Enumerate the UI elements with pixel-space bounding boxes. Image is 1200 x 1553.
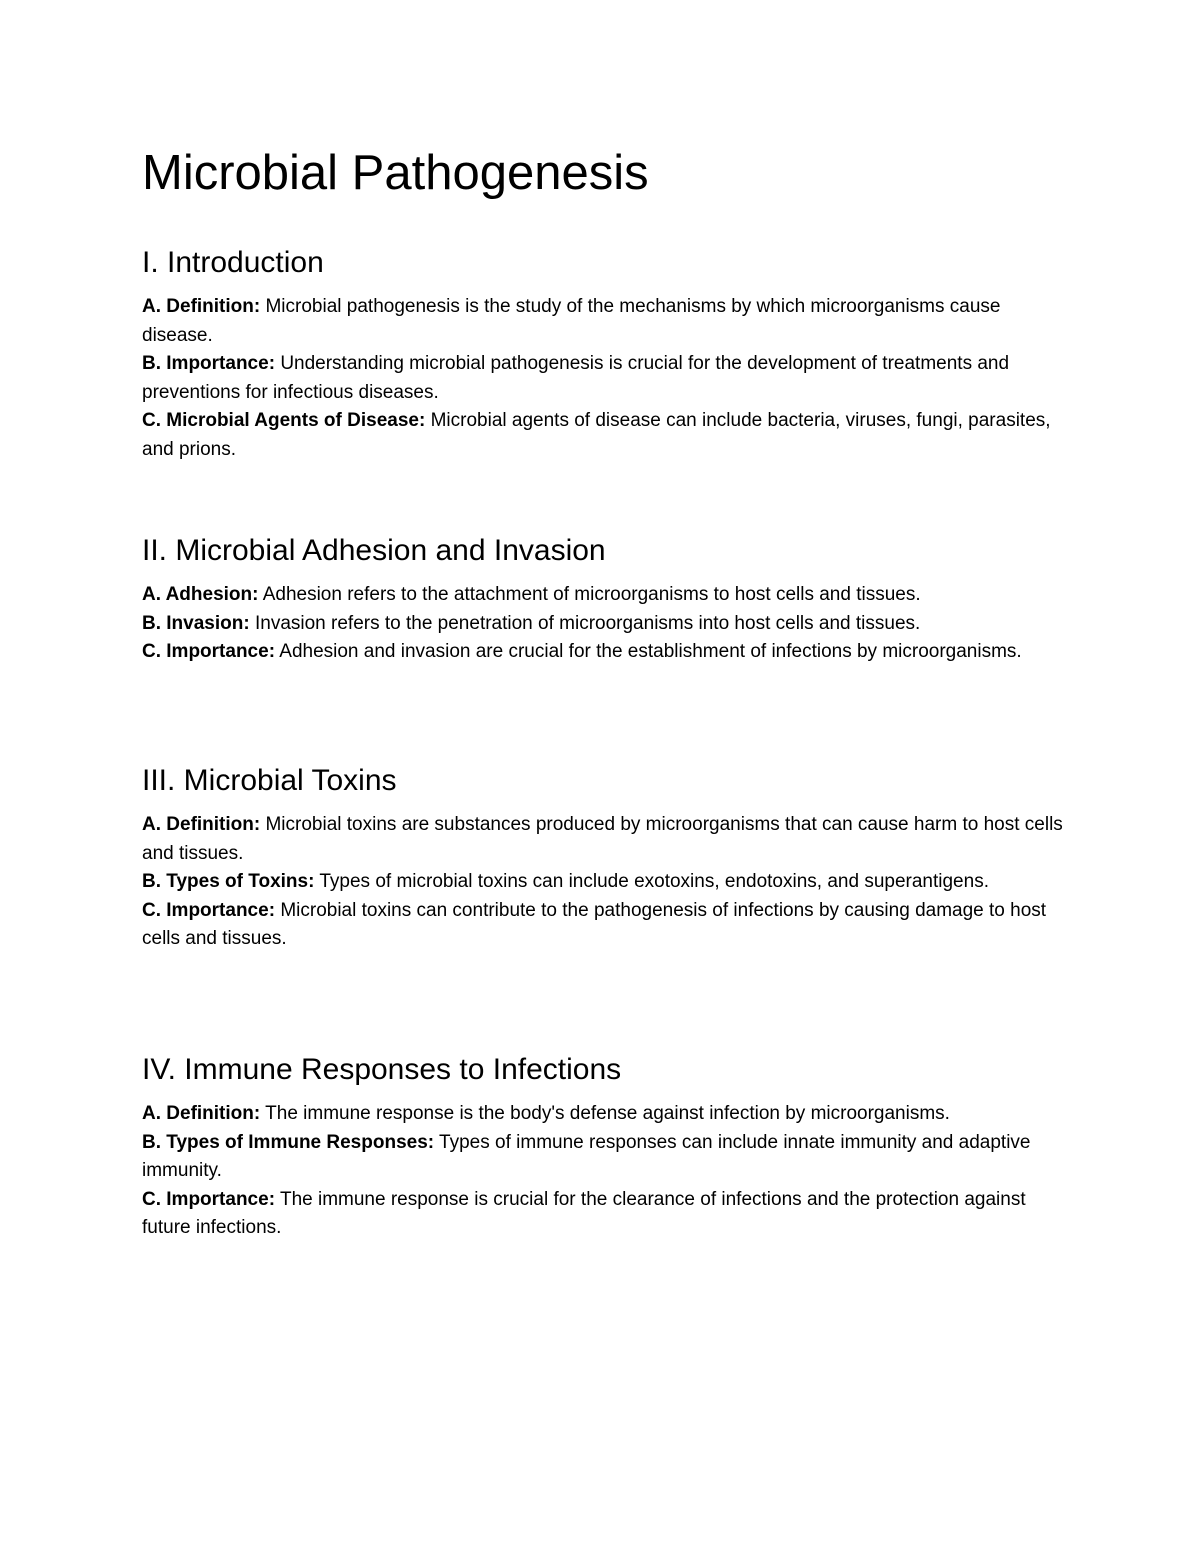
section-introduction	[142, 245, 1072, 465]
item-label: B. Importance:	[142, 353, 276, 375]
section-heading: I. Introduction	[142, 246, 324, 279]
item-label: B. Types of Immune Responses:	[142, 1131, 435, 1153]
list-item	[142, 638, 1072, 667]
section-items	[142, 293, 1072, 465]
item-label: A. Definition:	[142, 814, 261, 835]
list-item	[142, 1100, 1072, 1129]
section-microbial-toxins	[142, 763, 1072, 954]
list-item	[142, 1129, 1072, 1186]
item-text: Adhesion refers to the attachment of microorganisms to host cells and tissues.	[262, 584, 921, 605]
list-item	[142, 868, 1072, 897]
section-heading: IV. Immune Responses to Infections	[142, 1053, 622, 1086]
document-title: Microbial Pathogenesis	[142, 146, 649, 200]
section-items	[142, 581, 1072, 667]
item-text: The immune response is crucial for the clearance of infections and the protection against future infections.	[142, 1188, 1026, 1239]
list-item	[142, 581, 1072, 610]
item-text: Invasion refers to the penetration of microorganisms into host cells and tissues.	[254, 612, 921, 634]
item-label: A. Definition:	[142, 1103, 261, 1124]
list-item	[142, 407, 1072, 464]
section-immune-responses	[142, 1052, 1072, 1243]
section-items	[142, 1100, 1072, 1243]
item-text: Microbial pathogenesis is the study of the mechanisms by which microorganisms cause disease.	[142, 296, 1001, 346]
item-text: Types of immune responses can include innate immunity and adaptive immunity.	[142, 1131, 1031, 1182]
item-label: C. Importance:	[142, 641, 276, 663]
item-label: A. Adhesion:	[142, 584, 259, 605]
list-item	[142, 1186, 1072, 1243]
item-label: B. Invasion:	[142, 612, 250, 634]
item-text: The immune response is the body's defense against infection by microorganisms.	[265, 1103, 950, 1124]
item-label: C. Importance:	[142, 1188, 276, 1210]
item-label: C. Importance:	[142, 899, 276, 921]
section-heading: III. Microbial Toxins	[142, 764, 397, 797]
list-item	[142, 610, 1072, 639]
section-adhesion-invasion	[142, 533, 1072, 667]
item-label: B. Types of Toxins:	[142, 871, 315, 893]
item-text: Understanding microbial pathogenesis is crucial for the development of treatments and preventions for infectious diseases.	[142, 353, 1010, 403]
item-text: Microbial agents of disease can include bacteria, viruses, fungi, parasites, and prions.	[142, 410, 1051, 460]
list-item	[142, 293, 1072, 350]
item-text: Types of microbial toxins can include exotoxins, endotoxins, and superantigens.	[319, 871, 989, 893]
item-text: Adhesion and invasion are crucial for the establishment of infections by microorganisms.	[279, 641, 1022, 663]
list-item	[142, 811, 1072, 868]
item-label: C. Microbial Agents of Disease:	[142, 410, 426, 432]
list-item	[142, 897, 1072, 954]
section-heading: II. Microbial Adhesion and Invasion	[142, 534, 606, 567]
list-item	[142, 350, 1072, 407]
section-items	[142, 811, 1072, 954]
item-label: A. Definition:	[142, 296, 261, 317]
item-text: Microbial toxins are substances produced by microorganisms that can cause harm to host cells and tissues.	[142, 814, 1063, 864]
item-text: Microbial toxins can contribute to the pathogenesis of infections by causing damage to host cells and tissues.	[142, 899, 1047, 950]
